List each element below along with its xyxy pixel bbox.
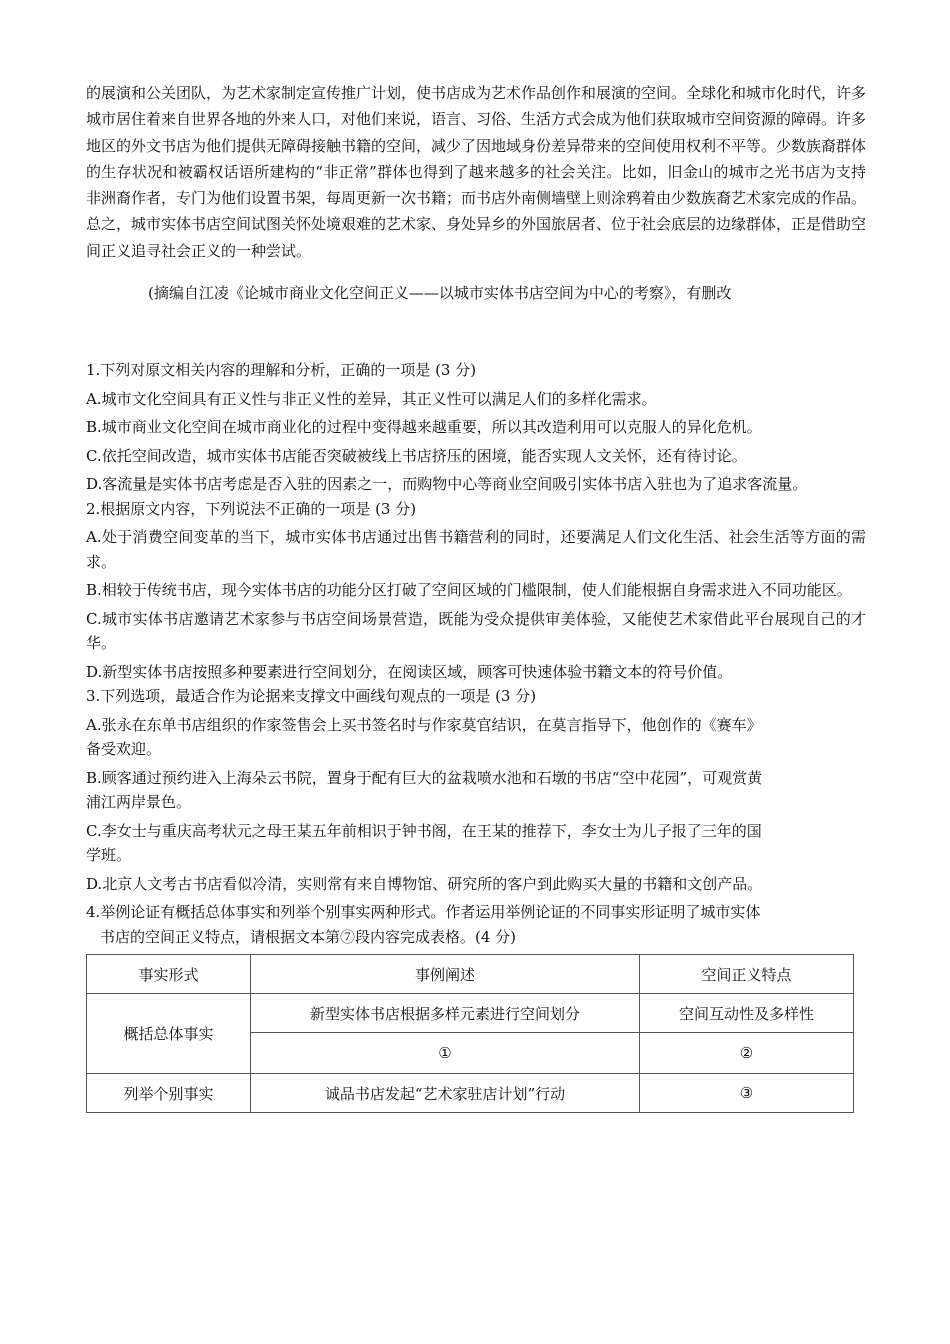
table-cell-general-fact: 概括总体事实	[87, 994, 251, 1074]
table-cell-blank-1: ①	[251, 1033, 640, 1074]
question-3-option-c-line1: C.李女士与重庆高考状元之母王某五年前相识于钟书阁，在王某的推荐下，李女士为儿子报了三年的国	[86, 821, 762, 840]
exam-page	[86, 80, 866, 1113]
question-1-stem: 1.下列对原文相关内容的理解和分析，正确的一项是 (3 分)	[86, 361, 477, 380]
table-cell-example-3: 诚品书店发起“艺术家驻店计划”行动	[251, 1074, 640, 1113]
table-row	[87, 1074, 854, 1113]
question-1-option-a: A.城市文化空间具有正义性与非正义性的差异，其正义性可以满足人们的多样化需求。	[86, 389, 657, 408]
table-header-example: 事例阐述	[251, 955, 640, 994]
table-header-form: 事实形式	[87, 955, 251, 994]
question-2-option-c: C.城市实体书店邀请艺术家参与书店空间场景营造，既能为受众提供审美体验，又能使艺术家借此平台展现自己的才华。	[86, 609, 866, 653]
question-3-option-d: D.北京人文考古书店看似冷清，实则常有来自博物馆、研究所的客户到此购买大量的书籍和文创产品。	[86, 874, 763, 893]
question-2-option-d: D.新型实体书店按照多种要素进行空间划分，在阅读区域，顾客可快速体验书籍文本的符号价值。	[86, 662, 733, 681]
passage-paragraph: 的展演和公关团队，为艺术家制定宣传推广计划，使书店成为艺术作品创作和展演的空间。全球化和城市化时代，许多城市居住着来自世界各地的外来人口，对他们来说，语言、习俗、生活方式会成为他们获取城市空间资源的障碍。许多地区的外文书店为他们提供无障碍接触书籍的空间，减少了因地域身份差异带来的空间使用权利不平等。少数族裔群体的生存状况和被霸权话语所建构的“非正常”群体也得到了越来越多的社会关注。比如，旧金山的城市之光书店为支持非洲裔作者，专门为他们设置书架，每周更新一次书籍；而书店外南侧墙壁上则涂鸦着由少数族裔艺术家完成的作品。总之，城市实体书店空间试图关怀处境艰难的艺术家、身处异乡的外国旅居者、位于社会底层的边缘群体，正是借助空间正义追寻社会正义的一种尝试。	[86, 84, 867, 260]
table-cell-individual-fact: 列举个别事实	[87, 1074, 251, 1113]
question-3-option-b-line1: B.顾客通过预约进入上海朵云书院，置身于配有巨大的盆栽喷水池和石墩的书店“空中花园”，可观赏黄	[86, 768, 763, 787]
question-3-option-b-line2: 浦江两岸景色。	[86, 793, 192, 812]
fact-table	[86, 954, 854, 1113]
question-4-stem-line2: 书店的空间正义特点，请根据文本第⑦段内容完成表格。(4 分)	[100, 927, 517, 946]
table-header-row	[87, 955, 854, 994]
passage-source: (摘编自江凌《论城市商业文化空间正义——以城市实体书店空间为中心的考察》，有删改	[148, 284, 732, 303]
question-1-option-d: D.客流量是实体书店考虑是否入驻的因素之一，而购物中心等商业空间吸引实体书店入驻也为了追求客流量。	[86, 475, 808, 494]
table-header-feature: 空间正义特点	[640, 955, 854, 994]
table-cell-blank-2: ②	[640, 1033, 854, 1074]
question-3-option-a-line2: 备受欢迎。	[86, 740, 162, 759]
question-1-option-b: B.城市商业文化空间在城市商业化的过程中变得越来越重要，所以其改造利用可以克服人的异化危机。	[86, 418, 762, 437]
question-1-option-c: C.依托空间改造，城市实体书店能否突破被线上书店挤压的困境，能否实现人文关怀，还有待讨论。	[86, 446, 747, 465]
question-3-option-a-line1: A.张永在东单书店组织的作家签售会上买书签名时与作家莫官结识，在莫言指导下，他创作的《赛车》	[86, 715, 762, 734]
question-2-stem: 2.根据原文内容，下列说法不正确的一项是 (3 分)	[86, 499, 417, 518]
question-3-option-c-line2: 学班。	[86, 846, 132, 865]
table-cell-example-1: 新型实体书店根据多样元素进行空间划分	[251, 994, 640, 1033]
table-cell-blank-3: ③	[640, 1074, 854, 1113]
question-4-stem-line1: 4.举例论证有概括总体事实和列举个别事实两种形式。作者运用举例论证的不同事实形证明了城市实体	[86, 903, 761, 922]
table-row	[87, 994, 854, 1033]
question-2-option-a: A.处于消费空间变革的当下，城市实体书店通过出售书籍营利的同时，还要满足人们文化生活、社会生活等方面的需求。	[86, 528, 866, 571]
table-cell-feature-1: 空间互动性及多样性	[640, 994, 854, 1033]
questions-section	[86, 358, 866, 1113]
question-3-stem: 3.下列选项，最适合作为论据来支撑文中画线句观点的一项是 (3 分)	[86, 687, 537, 706]
question-2-option-b: B.相较于传统书店，现今实体书店的功能分区打破了空间区域的门槛限制，使人们能根据自身需求进入不同功能区。	[86, 581, 852, 600]
